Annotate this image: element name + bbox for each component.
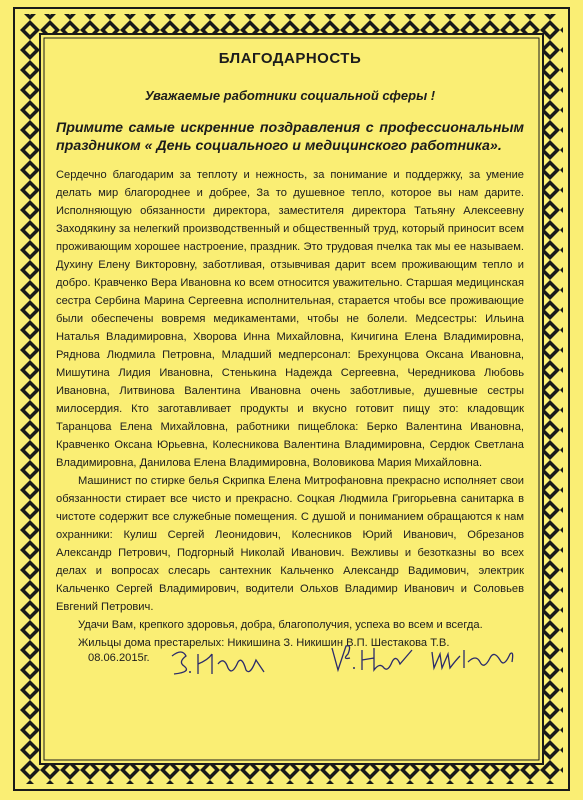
handwritten-signature-1	[168, 646, 278, 680]
body-paragraph-1: Сердечно благодарим за теплоту и нежность, за понимание и поддержку, за умение делать мир благороднее и добрее, За то душевное тепло, которое вы нам дарите. Исполняющую обязанности директора, заместителя директора Татьяну Алексеевну Заходякину за нелегкий производственный и общественный труд, который приносит всем проживающим хорошее настроение, праздник. Это трудовая пчелка так мы ее называем. Духину Елену Викторовну, заботливая, отзывчивая дарит всем проживающим тепло и добро. Кравченко Вера Ивановна ко всем относится уважительно. Старшая медицинская сестра Сербина Марина Сергеевна исполнительная, старается чтобы все проживающие были обеспечены вовремя медикаментами, чтобы не болели. Медсестры: Ильина Наталья Владимировна, Хворова Инна Михайловна, Кичигина Елена Владимировна, Ряднова Людмила Петровна, Младший медперсонал: Брехунцова Оксана Ивановна, Мишутина Лидия Ивановна, Стенькина Надежда Сергеевна, Чередникова Любовь Ивановна, Литвинова Валентина Ивановна очень заботливые, душевные сестры милосердия. Кто заготавливает продукты и вкусно готовит пищу это: кладовщик Таранцова Елена Михайловна, работники пищеблока: Берко Валентина Ивановна, Кравченко Оксана Юрьевна, Колесникова Валентина Владимировна, Сердюк Светлана Владимировна, Данилова Елена Владимировна, Воловикова Мария Михайловна.	[56, 169, 524, 469]
handwritten-signature-2	[328, 642, 418, 678]
signatories-line: Жильцы дома престарелых: Никишина З. Никишин В.П. Шестакова Т.В.	[78, 637, 450, 649]
document-title: БЛАГОДАРНОСТЬ	[218, 50, 362, 67]
date-signature-row	[56, 652, 524, 682]
document-date: 08.06.2015г.	[88, 652, 150, 664]
certificate-content	[56, 50, 524, 682]
handwritten-signature-3	[428, 642, 518, 678]
body-paragraph-3: Удачи Вам, крепкого здоровья, добра, благополучия, успеха во всем и всегда.	[78, 619, 483, 631]
lead-paragraph: Примите самые искренние поздравления с профессиональным праздником « День социального и медицинского работника».	[56, 120, 524, 154]
body-paragraph-2: Машинист по стирке белья Скрипка Елена Митрофановна прекрасно исполняет свои обязанности стирает все чисто и прекрасно. Соцкая Людмила Григорьевна санитарка в чистоте содержит все служебные помещения. С душой и пониманием обращаются к нам охранники: Кулиш Сергей Леонидович, Колесников Юрий Иванович, Обрезанов Александр Петрович, Подгорный Николай Иванович. Вежливы и безотказны во всех делах и вопросах слесарь сантехник Кальченко Александр Вадимович, электрик Кальченко Сергей Владимирович, водители Ольхов Владимир Иванович и Соловьев Евгений Петрович.	[56, 475, 524, 613]
greeting: Уважаемые работники социальной сферы !	[144, 88, 436, 103]
